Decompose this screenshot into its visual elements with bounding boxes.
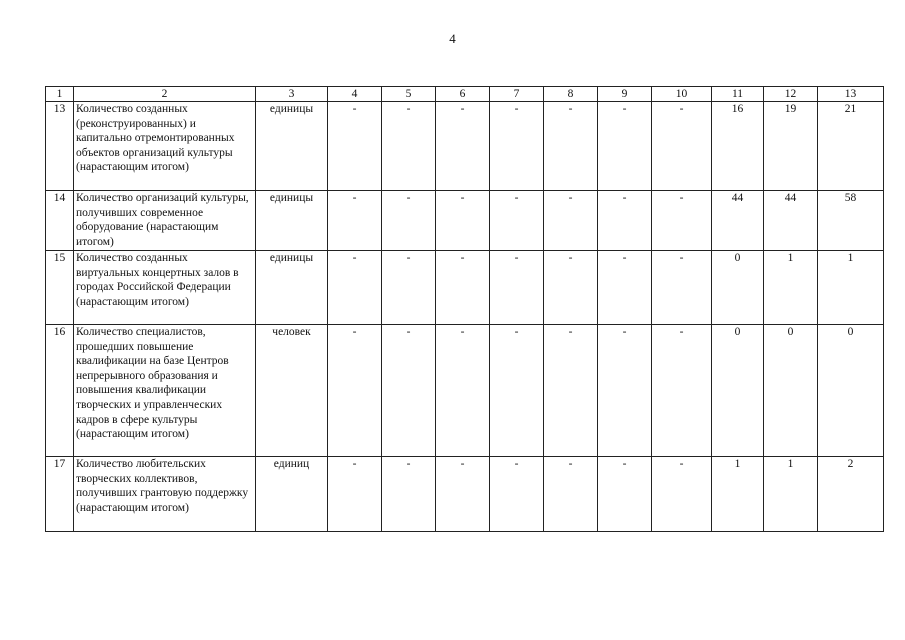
value-cell: - xyxy=(382,251,436,325)
column-header: 4 xyxy=(328,87,382,102)
table-row xyxy=(46,325,884,457)
table-header-row xyxy=(46,87,884,102)
column-header: 8 xyxy=(544,87,598,102)
value-cell: 1 xyxy=(818,251,884,325)
unit-cell: единицы xyxy=(256,102,328,191)
value-cell: 0 xyxy=(764,325,818,457)
column-header: 2 xyxy=(74,87,256,102)
value-cell: - xyxy=(328,325,382,457)
row-number: 13 xyxy=(46,102,74,191)
value-cell: 0 xyxy=(818,325,884,457)
value-cell: - xyxy=(544,251,598,325)
value-cell: - xyxy=(382,191,436,251)
indicator-name: Количество специалистов, прошедших повышение квалификации на базе Центров непрерывного образования и повышения квалификации творческих и управленческих кадров в сфере культуры (нарастающим итогом) xyxy=(74,325,256,457)
value-cell: - xyxy=(652,251,712,325)
value-cell: - xyxy=(652,457,712,532)
value-cell: - xyxy=(652,102,712,191)
value-cell: - xyxy=(544,102,598,191)
value-cell: - xyxy=(598,191,652,251)
indicator-name: Количество созданных виртуальных концертных залов в городах Российской Федерации (нарастающим итогом) xyxy=(74,251,256,325)
unit-cell: единицы xyxy=(256,251,328,325)
column-header: 11 xyxy=(712,87,764,102)
table-row xyxy=(46,102,884,191)
value-cell: - xyxy=(328,457,382,532)
value-cell: 16 xyxy=(712,102,764,191)
column-header: 6 xyxy=(436,87,490,102)
value-cell: - xyxy=(598,325,652,457)
indicator-name: Количество организаций культуры, получивших современное оборудование (нарастающим итогом) xyxy=(74,191,256,251)
column-header: 3 xyxy=(256,87,328,102)
table-row xyxy=(46,191,884,251)
value-cell: - xyxy=(382,457,436,532)
value-cell: 1 xyxy=(764,457,818,532)
column-header: 9 xyxy=(598,87,652,102)
value-cell: 44 xyxy=(764,191,818,251)
value-cell: - xyxy=(490,251,544,325)
page-number: 4 xyxy=(449,31,456,46)
value-cell: - xyxy=(652,325,712,457)
value-cell: - xyxy=(490,191,544,251)
unit-cell: единицы xyxy=(256,191,328,251)
value-cell: - xyxy=(598,457,652,532)
value-cell: 21 xyxy=(818,102,884,191)
indicator-name: Количество любительских творческих коллективов, получивших грантовую поддержку (нарастающим итогом) xyxy=(74,457,256,532)
value-cell: - xyxy=(382,325,436,457)
value-cell: - xyxy=(652,191,712,251)
column-header: 10 xyxy=(652,87,712,102)
value-cell: 19 xyxy=(764,102,818,191)
value-cell: 58 xyxy=(818,191,884,251)
row-number: 17 xyxy=(46,457,74,532)
column-header: 7 xyxy=(490,87,544,102)
row-number: 16 xyxy=(46,325,74,457)
indicator-name: Количество созданных (реконструированных) и капитально отремонтированных объектов организаций культуры (нарастающим итогом) xyxy=(74,102,256,191)
value-cell: 2 xyxy=(818,457,884,532)
value-cell: - xyxy=(544,457,598,532)
value-cell: - xyxy=(490,457,544,532)
value-cell: - xyxy=(382,102,436,191)
value-cell: - xyxy=(436,191,490,251)
value-cell: 44 xyxy=(712,191,764,251)
column-header: 12 xyxy=(764,87,818,102)
value-cell: - xyxy=(328,251,382,325)
value-cell: - xyxy=(544,325,598,457)
unit-cell: единиц xyxy=(256,457,328,532)
value-cell: 0 xyxy=(712,251,764,325)
value-cell: - xyxy=(598,251,652,325)
value-cell: - xyxy=(436,102,490,191)
table-row xyxy=(46,251,884,325)
value-cell: - xyxy=(544,191,598,251)
row-number: 14 xyxy=(46,191,74,251)
unit-cell: человек xyxy=(256,325,328,457)
value-cell: - xyxy=(598,102,652,191)
indicators-table xyxy=(45,86,884,532)
value-cell: - xyxy=(328,191,382,251)
value-cell: - xyxy=(436,325,490,457)
column-header: 13 xyxy=(818,87,884,102)
value-cell: 0 xyxy=(712,325,764,457)
value-cell: - xyxy=(490,102,544,191)
table-row xyxy=(46,457,884,532)
value-cell: - xyxy=(436,251,490,325)
column-header: 1 xyxy=(46,87,74,102)
value-cell: - xyxy=(328,102,382,191)
value-cell: - xyxy=(490,325,544,457)
column-header: 5 xyxy=(382,87,436,102)
value-cell: 1 xyxy=(712,457,764,532)
value-cell: - xyxy=(436,457,490,532)
value-cell: 1 xyxy=(764,251,818,325)
row-number: 15 xyxy=(46,251,74,325)
